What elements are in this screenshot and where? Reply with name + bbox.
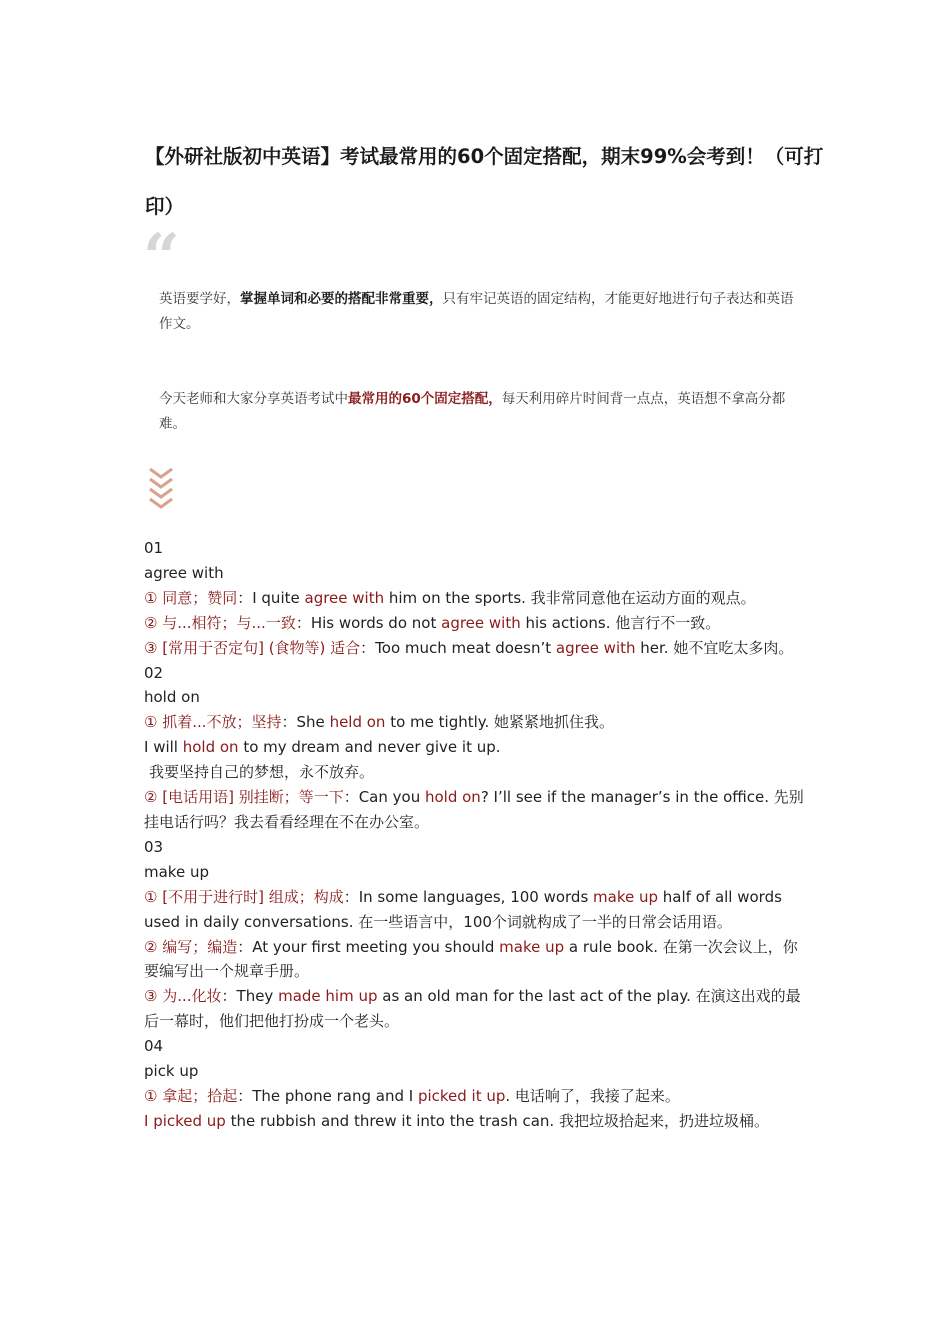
highlighted-text: held on xyxy=(329,713,386,732)
line-text: 我要坚持自己的梦想，永不放弃。 xyxy=(149,763,375,782)
entry-phrase: agree with xyxy=(144,563,224,582)
line-text: him on the sports. 我非常同意他在运动方面的观点。 xyxy=(384,588,756,607)
line-text: as an old man for the last act of the play. 在演这出戏的最后一幕时，他们把他打扮成一个老头。 xyxy=(144,987,801,1031)
example-line xyxy=(144,885,809,935)
highlighted-text: ③ 为...化妆 xyxy=(144,987,222,1006)
highlighted-text: ② [电话用语] 别挂断；等一下 xyxy=(144,788,344,807)
line-text: ：They xyxy=(221,987,279,1006)
highlighted-text: ② 与...相符；与...一致 xyxy=(144,613,296,632)
example-line xyxy=(144,735,809,760)
example-line xyxy=(144,935,809,985)
entry-phrase: make up xyxy=(144,862,209,881)
line-text: ：Too much meat doesn’t xyxy=(360,638,556,657)
example-line xyxy=(144,1084,809,1109)
example-line xyxy=(144,984,809,1034)
entry-number: 03 xyxy=(144,837,164,856)
highlighted-text: ① 拿起；拾起 xyxy=(144,1086,238,1105)
line-text: to me tightly. 她紧紧地抓住我。 xyxy=(385,713,615,732)
intro2-text-end: 每天利用碎片时间背一点点，英语想不拿高分都难。 xyxy=(159,391,786,432)
example-line xyxy=(144,785,809,835)
intro-paragraph-1 xyxy=(159,287,799,337)
chevron-down-icon xyxy=(148,466,174,516)
intro1-text-end: 只有牢记英语的固定结构，才能更好地进行句子表达和英语作文。 xyxy=(159,291,794,332)
highlighted-text: I picked up xyxy=(144,1111,226,1130)
collocation-list xyxy=(144,536,809,1134)
intro-paragraph-2 xyxy=(159,387,799,437)
highlighted-text: ① [不用于进行时] 组成；构成 xyxy=(144,887,344,906)
line-text: a rule book. 在第一次会议上，你要编写出一个规章手册。 xyxy=(144,937,798,981)
intro1-text-start: 英语要学好， xyxy=(159,291,240,307)
highlighted-text: ① 同意；赞同 xyxy=(144,588,238,607)
example-line xyxy=(144,1109,809,1134)
line-text: ：The phone rang and I xyxy=(237,1086,418,1105)
entry-number: 01 xyxy=(144,539,164,557)
line-text: his actions. 他言行不一致。 xyxy=(520,613,721,632)
line-text: I will xyxy=(144,738,183,757)
line-text: ? I’ll see if the manager’s in the office. 先别挂电话行吗？我去看看经理在不在办公室。 xyxy=(144,788,804,831)
highlighted-text: agree with xyxy=(304,588,385,607)
example-line xyxy=(144,611,809,636)
line-text: ：In some languages, 100 words xyxy=(343,887,594,906)
line-text: ：His words do not xyxy=(295,613,442,632)
line-text: the rubbish and threw it into the trash can. 我把垃圾拾起来，扔进垃圾桶。 xyxy=(225,1111,769,1130)
entry-number: 04 xyxy=(144,1037,164,1056)
article-title: 【外研社版初中英语】考试最常用的60个固定搭配，期末99%会考到！（可打印） xyxy=(145,145,824,218)
highlighted-text: ② 编写；编造 xyxy=(144,937,238,956)
line-text: ：She xyxy=(281,713,330,732)
intro2-highlight-text: 最常用的60个固定搭配， xyxy=(348,391,502,407)
highlighted-text: agree with xyxy=(555,638,636,657)
example-line xyxy=(144,586,809,611)
highlighted-text: agree with xyxy=(441,613,521,632)
highlighted-text: made him up xyxy=(278,987,378,1006)
line-text: half of all words used in daily conversations. 在一些语言中，100个词就构成了一半的日常会话用语。 xyxy=(144,887,782,931)
line-text: her. 她不宜吃太多肉。 xyxy=(635,638,794,657)
entry-phrase: hold on xyxy=(144,688,200,707)
line-text: ：I quite xyxy=(237,588,305,607)
quote-mark-icon: “ xyxy=(143,220,174,295)
intro1-bold-text: 掌握单词和必要的搭配非常重要， xyxy=(240,291,443,307)
line-text: to my dream and never give it up. xyxy=(238,738,501,757)
highlighted-text: hold on xyxy=(182,738,239,757)
highlighted-text: ③ [常用于否定句] (食物等) 适合 xyxy=(144,638,361,657)
example-line xyxy=(144,636,809,661)
highlighted-text: hold on xyxy=(424,788,481,807)
line-text: ：At your first meeting you should xyxy=(237,937,500,956)
highlighted-text: make up xyxy=(499,937,565,956)
highlighted-text: picked it up xyxy=(417,1086,506,1105)
line-text: ：Can you xyxy=(343,788,425,807)
highlighted-text: make up xyxy=(593,887,659,906)
entry-number: 02 xyxy=(144,663,164,682)
intro2-text-start: 今天老师和大家分享英语考试中 xyxy=(159,391,348,407)
example-line xyxy=(144,710,809,735)
entry-phrase: pick up xyxy=(144,1062,199,1081)
example-line xyxy=(144,760,809,785)
highlighted-text: ① 抓着...不放；坚持 xyxy=(144,713,282,732)
line-text: . 电话响了，我接了起来。 xyxy=(505,1086,680,1105)
